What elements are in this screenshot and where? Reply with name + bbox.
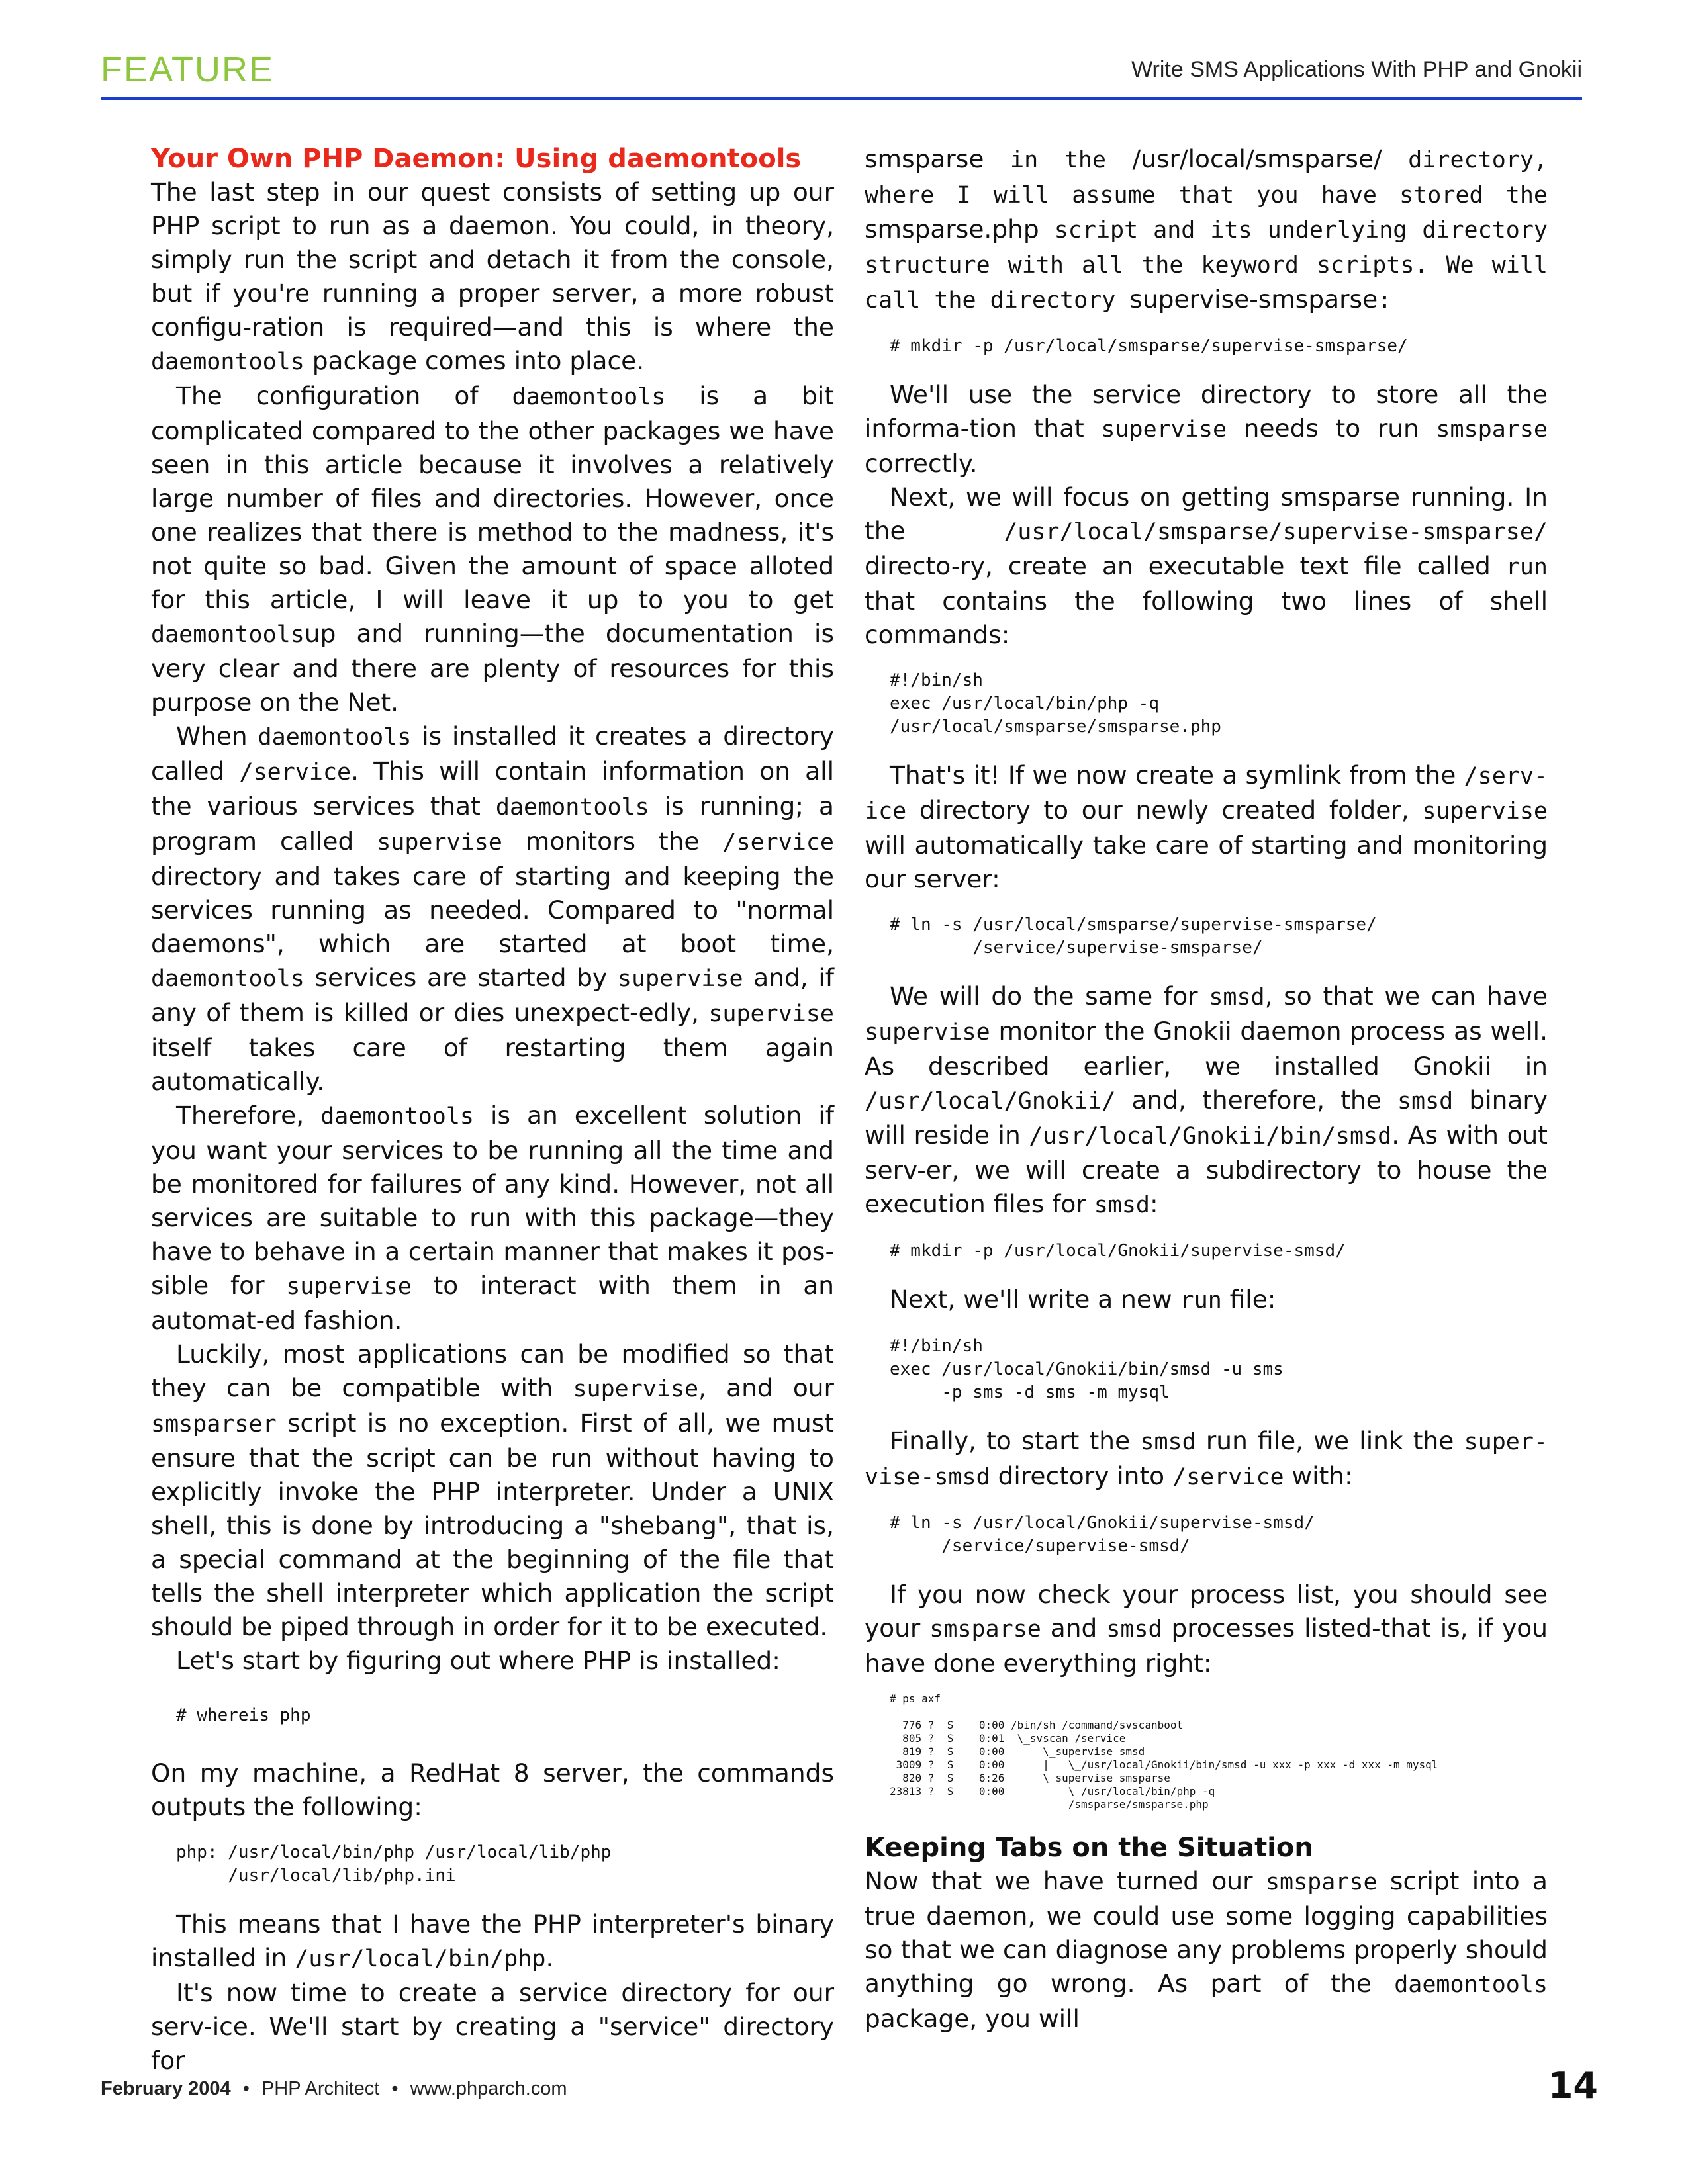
paragraph (865, 480, 1548, 652)
text-run: monitor the Gnokii daemon process as well. As described earlier, we installed Gnokii in (865, 1017, 1548, 1081)
paragraph (865, 1424, 1548, 1494)
text-run: with: (1284, 1461, 1353, 1490)
text-run: The configuration of (176, 381, 512, 410)
paragraph (151, 379, 834, 719)
code-block: # ln -s /usr/local/Gnokii/supervise-smsd/ /service/supervise-smsd/ (890, 1513, 1315, 1556)
left-column (151, 142, 834, 2077)
inline-code: daemontools (151, 621, 305, 648)
inline-code: daemontools (151, 349, 305, 375)
inline-code: /service (722, 829, 834, 856)
paragraph (865, 1283, 1548, 1318)
inline-code: run (1180, 1287, 1222, 1314)
footer-separator: • (242, 2078, 250, 2099)
inline-code: run (1505, 554, 1548, 580)
text-run: If you now check your process list, you should see your (865, 1580, 1548, 1643)
text-run: Now that we have turned our (865, 1866, 1266, 1895)
page-number: 14 (1548, 2065, 1598, 2107)
inline-code: smsd (1397, 1088, 1454, 1115)
code-block: # mkdir -p /usr/local/smsparse/supervise-smsparse/ (890, 336, 1408, 356)
inline-code: daemontools (320, 1103, 474, 1130)
text-run: correctly. (865, 449, 978, 478)
text-run: , so that we can have (1264, 981, 1548, 1011)
paragraph (151, 1907, 834, 1976)
text-run: run file, we link the (1196, 1426, 1464, 1455)
text-run: /usr/local/smsparse/ (1132, 144, 1382, 173)
inline-code: supervise (377, 829, 502, 856)
text-run: itself takes care of restarting them again automatically. (151, 1033, 834, 1096)
text-run: script into a true daemon, we could use some logging capabilities so that we can diagnose any problems properly should anything go wrong. As part of the (865, 1866, 1548, 1998)
inline-code: /usr/local/Gnokii/ (865, 1088, 1116, 1115)
text-run: to interact with them in an automat-ed fashion. (151, 1271, 834, 1335)
text-run: directo-ry, create an executable text file called (865, 551, 1506, 580)
text-run: and, therefore, the (1115, 1085, 1397, 1115)
text-run: Next, we will focus on getting smsparse running. In the (865, 482, 1548, 545)
text-run: smsparse (865, 144, 984, 173)
text-run: That's it! If we now create a symlink from the (890, 760, 1464, 790)
inline-code: supervise (573, 1376, 699, 1402)
inline-code: smsd (1094, 1192, 1150, 1218)
text-run: directory into (990, 1461, 1173, 1490)
text-run: , and our (698, 1373, 834, 1402)
inline-code: supervise (286, 1273, 412, 1300)
inline-code: smsparser (151, 1411, 277, 1437)
text-run: This means that I have the PHP interpreter's binary installed in (151, 1909, 834, 1972)
code-block: #!/bin/sh exec /usr/local/Gnokii/bin/smsd -u sms -p sms -d sms -m mysql (890, 1336, 1284, 1402)
inline-code: smsd (1140, 1429, 1196, 1455)
running-title: Write SMS Applications With PHP and Gnokii (1131, 57, 1582, 82)
text-run: is an excellent solution if you want your services to be running all the time and be monitored for failures of any kind. However, not all services are suitable to run with this package—they have to behave in a certain manner that makes it pos-sible for (151, 1101, 835, 1300)
section-heading-tabs: Keeping Tabs on the Situation (865, 1833, 1313, 1863)
text-run: will automatically take care of starting and monitoring our server: (865, 831, 1548, 893)
text-run: is a bit complicated compared to the other packages we have seen in this article because it involves a relatively large number of files and directories. However, once one realizes that there is method to the madness, it's not quite so bad. Given the amount of space alloted for this article, I will leave it up to you to get (151, 381, 835, 614)
paragraph (151, 1099, 834, 1338)
paragraph (865, 1578, 1548, 1680)
right-column (865, 142, 1548, 2036)
inline-code: /usr/local/smsparse/supervise-smsparse/ (1004, 519, 1548, 545)
paragraph: Let's start by figuring out where PHP is installed: (176, 1646, 780, 1675)
inline-code: supervise (708, 1001, 834, 1027)
paragraph: On my machine, a RedHat 8 server, the commands outputs the following: (151, 1758, 834, 1821)
footer-separator: • (391, 2078, 399, 2099)
code-block: php: /usr/local/bin/php /usr/local/lib/php /usr/local/lib/php.ini (176, 1843, 612, 1886)
text-run: binary will reside in (865, 1085, 1548, 1150)
footer-url: www.phparch.com (410, 2078, 567, 2099)
text-run: . (545, 1943, 554, 1972)
text-run: When (176, 721, 258, 751)
text-run: directory to our newly created folder, (906, 796, 1423, 825)
inline-code: /usr/local/Gnokii/bin/smsd (1029, 1123, 1392, 1150)
code-block: #!/bin/sh exec /usr/local/bin/php -q /usr/local/smsparse/smsparse.php (890, 670, 1221, 737)
text-run: Therefore, (176, 1101, 321, 1130)
text-run: Next, we'll write a new (890, 1285, 1180, 1314)
inline-code: smsd (1209, 984, 1265, 1011)
text-run: Finally, to start the (890, 1426, 1141, 1455)
inline-code: in the (984, 147, 1133, 173)
text-run: We will do the same for (890, 981, 1209, 1011)
inline-code: daemontools (495, 794, 649, 821)
process-list-code: # ps axf 776 ? S 0:00 /bin/sh /command/svscanboot 805 ? S 0:01 \_svscan /service 819 ? S 0:00 \_supervise smsd 3009 ? S 0:00 | \_/usr/local/Gnokii/bin/smsd -u xxx -p xxx -d xxx -m mysql 820 ? S 6:26 \_supervise smsparse 23813 ? S 0:00 \_/usr/local/bin/php -q /smsparse/smsparse.php (890, 1692, 1438, 1811)
code-block: # mkdir -p /usr/local/Gnokii/supervise-smsd/ (890, 1241, 1346, 1261)
text-run: services are started by (304, 963, 618, 992)
paragraph (865, 378, 1548, 480)
inline-code: supervise (617, 966, 743, 992)
paragraph (151, 175, 834, 379)
text-run: that contains the following two lines of shell commands: (865, 586, 1548, 649)
text-run: file: (1221, 1285, 1276, 1314)
inline-code: script and its underlying directory structure with all the keyword scripts. We will call the directory (865, 217, 1548, 314)
footer-info (101, 2078, 567, 2100)
text-run: and, if any of them is killed or dies unexpect-edly, (151, 963, 834, 1027)
text-run: smsparse.php (865, 214, 1039, 244)
paragraph (865, 142, 1548, 318)
text-run: is running; a program called (151, 792, 834, 856)
footer-publication: PHP Architect (261, 2078, 380, 2099)
inline-code: supervise (1422, 798, 1548, 825)
paragraph: It's now time to create a service directory for our serv-ice. We'll start by creating a "service" directory for (151, 1978, 834, 2075)
text-run: The last step in our quest consists of setting up our PHP script to run as a daemon. You could, in theory, simply run the script and detach it from the console, but if you're running a proper server, a more robust configu-ration is required—and this is where the (151, 177, 834, 341)
text-run: : (1150, 1189, 1158, 1218)
text-run: processes listed-that is, if you have done everything right: (865, 1614, 1548, 1678)
paragraph (151, 1338, 834, 1644)
inline-code: supervise (865, 1019, 990, 1046)
text-run: up and running—the documentation is very clear and there are plenty of resources for this purpose on the Net. (151, 619, 834, 717)
inline-code: directory, where I will assume that you have stored the (865, 147, 1548, 208)
paragraph (865, 979, 1548, 1222)
text-run: . This will contain information on all the various services that (151, 756, 835, 821)
inline-code: daemontools (1394, 1972, 1548, 1998)
inline-code: daemontools (258, 724, 412, 751)
text-run: directory and takes care of starting and keeping the services running as needed. Compared to "normal daemons", which are started at boot time, (151, 862, 834, 958)
text-run: We'll use the service directory to store all the informa-tion that (865, 380, 1548, 443)
text-run: script is no exception. First of all, we must ensure that the script can be run without having to explicitly invoke the PHP interpreter. Under a UNIX shell, this is done by introducing a "shebang", that is, a special command at the beginning of the file that tells the shell interpreter which application the script should be piped through in order for it to be executed. (151, 1408, 834, 1641)
header-rule (101, 97, 1582, 100)
footer-date: February 2004 (101, 2078, 231, 2099)
code-block: # ln -s /usr/local/smsparse/supervise-smsparse/ /service/supervise-smsparse/ (890, 915, 1377, 958)
text-run: package comes into place. (304, 346, 645, 375)
inline-code: smsparse (1436, 416, 1548, 443)
inline-code: daemontools (151, 966, 305, 992)
paragraph (865, 758, 1548, 896)
text-run: package, you will (865, 2004, 1080, 2033)
section-label: FEATURE (101, 50, 275, 89)
paragraph (865, 1864, 1548, 2036)
inline-code: smsparse (929, 1616, 1041, 1643)
text-run: and (1041, 1614, 1107, 1643)
inline-code: supervise (1101, 416, 1227, 443)
text-run: Luckily, most applications can be modified so that they can be compatible with (151, 1340, 834, 1402)
text-run: monitors the (502, 827, 723, 856)
text-run: . As with out serv-er, we will create a subdirectory to house the execution files for (865, 1120, 1548, 1218)
inline-code: /service (1172, 1464, 1284, 1490)
inline-code: : (1378, 287, 1392, 314)
section-heading-daemon: Your Own PHP Daemon: Using daemontools (151, 144, 802, 174)
inline-code: /serv-ice (865, 763, 1548, 825)
text-run: supervise-smsparse (1129, 285, 1378, 314)
inline-code: super-vise-smsd (865, 1429, 1548, 1490)
code-block: # whereis php (176, 1706, 311, 1725)
paragraph (151, 719, 834, 1099)
inline-code: /usr/local/bin/php (295, 1946, 546, 1972)
text-run: needs to run (1227, 414, 1436, 443)
inline-code: /service (239, 759, 352, 786)
text-run: is installed it creates a directory called (151, 721, 834, 786)
inline-code: smsd (1106, 1616, 1162, 1643)
inline-code: daemontools (512, 384, 666, 410)
inline-code: smsparse (1265, 1869, 1378, 1895)
